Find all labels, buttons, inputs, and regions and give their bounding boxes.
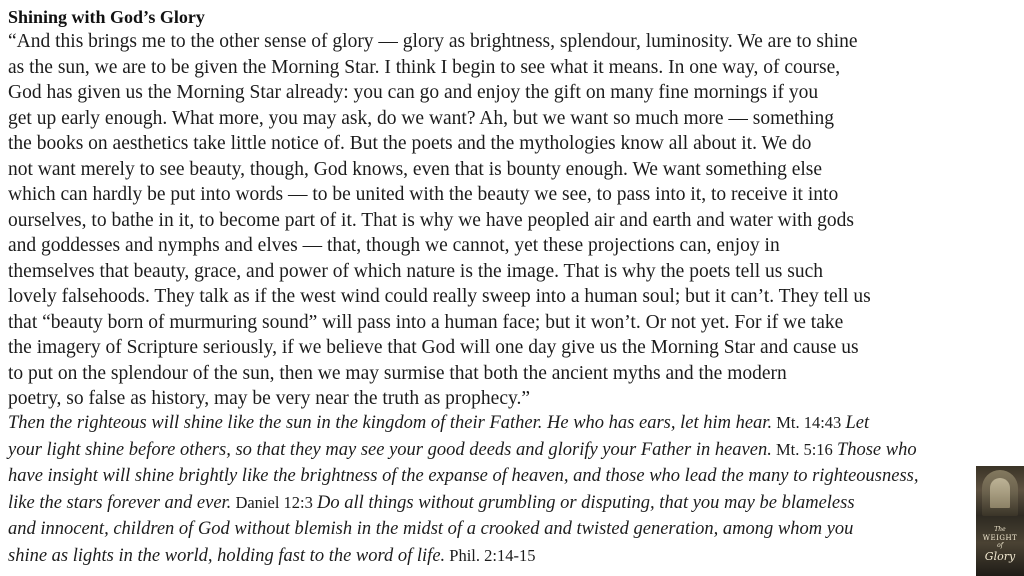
slide-title: Shining with God’s Glory bbox=[8, 7, 205, 27]
book-cover-image bbox=[976, 466, 1024, 576]
scripture-line bbox=[8, 516, 1018, 543]
quote-line: that “beauty born of murmuring sound” will pass into a human face; but it won’t. Or not yet. For if we take bbox=[8, 311, 844, 333]
scripture-text: your light shine before others, so that they may see your good deeds and glorify your Father in heaven. bbox=[8, 439, 772, 460]
quote-line: the books on aesthetics take little notice of. But the poets and the mythologies know all about it. We do bbox=[8, 133, 812, 154]
quote-line: “And this brings me to the other sense of glory — glory as brightness, splendour, luminosity. We are to shine bbox=[8, 31, 858, 52]
quote-line: themselves that beauty, grace, and power of which nature is the image. That is why the poets tell us such bbox=[8, 260, 823, 282]
scripture-text: and innocent, children of God without blemish in the midst of a crooked and twisted generation, among whom you bbox=[8, 519, 854, 540]
quote-line: as the sun, we are to be given the Morning Star. I think I begin to see what it means. In one way, of course, bbox=[8, 56, 841, 78]
quote-line: which can hardly be put into words — to be united with the beauty we see, to pass into it, to receive it into bbox=[8, 184, 839, 205]
book-cover-line: WEIGHT bbox=[982, 534, 1018, 542]
scripture-line bbox=[8, 490, 1018, 517]
book-cover-line: The bbox=[994, 526, 1006, 533]
scripture-text: like the stars forever and ever. bbox=[8, 492, 232, 513]
quote-line: to put on the splendour of the sun, then we may surmise that both the ancient myths and the modern bbox=[8, 362, 787, 384]
scripture-reference: Mt. 5:16 bbox=[771, 439, 837, 459]
quote-line: poetry, so false as history, may be very near the truth as prophecy.” bbox=[8, 388, 530, 409]
book-cover-title bbox=[976, 526, 1024, 564]
quote-line: ourselves, to bathe in it, to become part of it. That is why we have peopled air and earth and water with gods bbox=[8, 209, 855, 231]
scripture-line bbox=[8, 437, 1018, 464]
book-cover-line: of bbox=[997, 542, 1003, 549]
scripture-reference: Phil. 2:14-15 bbox=[445, 545, 536, 565]
quote-line: the imagery of Scripture seriously, if we believe that God will one day give us the Morning Star and cause us bbox=[8, 337, 859, 358]
quote-line: and goddesses and nymphs and elves — that, though we cannot, yet these projections can, enjoy in bbox=[8, 235, 780, 256]
scripture-text: Then the righteous will shine like the sun in the kingdom of their Father. He who has ears, let him hear. bbox=[8, 413, 773, 433]
book-cover-line: Glory bbox=[984, 550, 1016, 563]
scripture-line bbox=[8, 410, 1018, 437]
quote-line: God has given us the Morning Star already: you can go and enjoy the gift on many fine mornings if you bbox=[8, 82, 819, 103]
scripture-text: Do all things without grumbling or disputing, that you may be blameless bbox=[317, 492, 855, 513]
scripture-reference: Mt. 14:43 bbox=[772, 413, 846, 432]
quote-line: lovely falsehoods. They talk as if the west wind could really sweep into a human soul; but it can’t. They tell us bbox=[8, 286, 871, 307]
quote-line: not want merely to see beauty, though, God knows, even that is bounty enough. We want something else bbox=[8, 158, 823, 180]
scripture-reference: Daniel 12:3 bbox=[231, 492, 318, 512]
scripture-line bbox=[8, 463, 1018, 490]
scripture-text: shine as lights in the world, holding fast to the word of life. bbox=[8, 545, 446, 566]
cathedral-window-graphic bbox=[990, 478, 1010, 508]
scripture-block bbox=[8, 410, 1018, 570]
quote-line: get up early enough. What more, you may ask, do we want? Ah, but we want so much more — something bbox=[8, 107, 835, 129]
scripture-text: Those who bbox=[836, 439, 917, 460]
quote-block bbox=[8, 29, 1018, 412]
scripture-line bbox=[8, 543, 1018, 570]
scripture-text: have insight will shine brightly like the brightness of the expanse of heaven, and those who lead the many to righteousness, bbox=[8, 466, 919, 487]
scripture-text: Let bbox=[845, 413, 870, 433]
